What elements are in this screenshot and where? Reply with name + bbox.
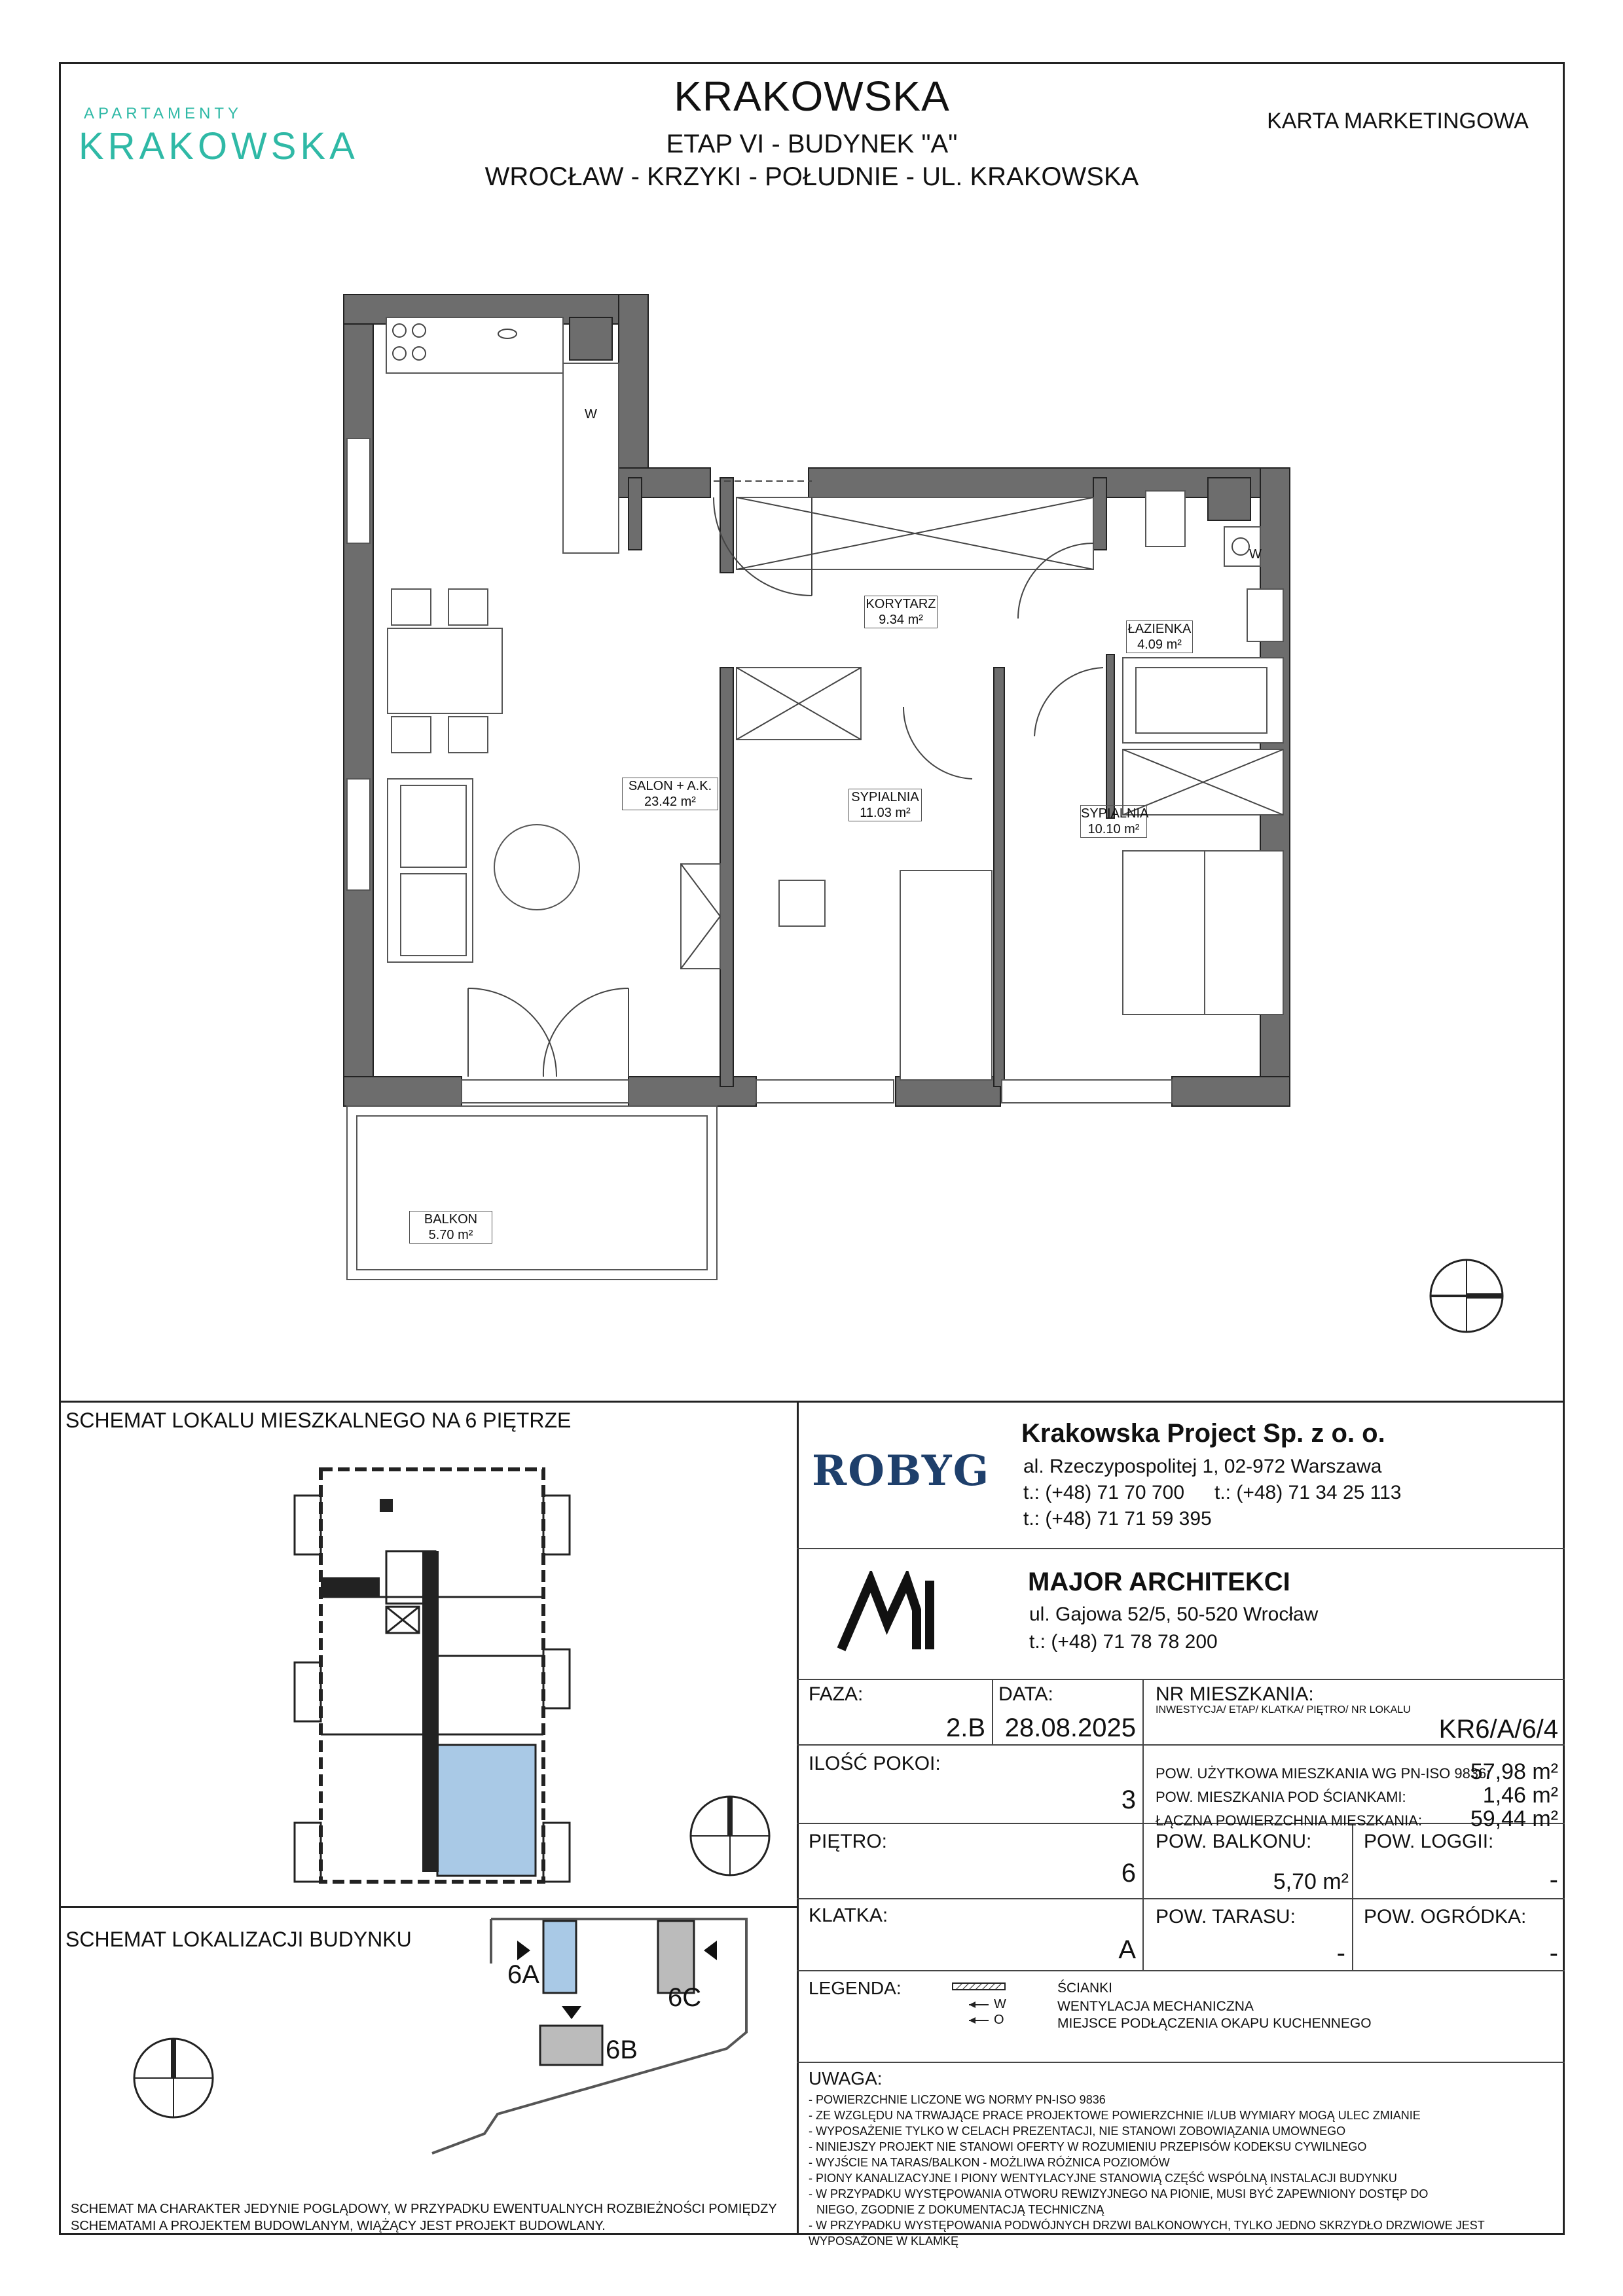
- uwaga-line: - POWIERZCHNIE LICZONE WG NORMY PN-ISO 9836: [809, 2093, 1106, 2106]
- pokoje-value: 3: [1121, 1785, 1136, 1814]
- room-lazienka-name: ŁAZIENKA: [1127, 622, 1192, 636]
- room-sypialnia-1-area: 11.03 m²: [860, 806, 911, 820]
- room-sypialnia-1-name: SYPIALNIA: [851, 790, 919, 804]
- uwaga-line: - W PRZYPADKU WYSTĘPOWANIA OTWORU REWIZYJNEGO NA PIONIE, MUSI BYĆ ZAPEWNIONY DOSTĘP DO: [809, 2187, 1429, 2200]
- uwaga-line: - PIONY KANALIZACYJNE I PIONY WENTYLACYJNE STANOWIĄ CZĘŚĆ WSPÓLNĄ INSTALACJI BUDYNKU: [809, 2172, 1397, 2185]
- room-salon-area: 23.42 m²: [644, 795, 696, 809]
- room-sypialnia-2-name: SYPIALNIA: [1081, 806, 1149, 821]
- room-balkon-name: BALKON: [424, 1212, 478, 1227]
- room-balkon: [409, 1211, 492, 1244]
- compass-location-icon: [131, 2036, 216, 2121]
- legenda-sym-w: W: [994, 1997, 1006, 2011]
- data-value: 28.08.2025: [1004, 1713, 1136, 1742]
- page-title: KRAKOWSKA: [674, 73, 950, 120]
- schemat-budynek-title: SCHEMAT LOKALIZACJI BUDYNKU: [65, 1928, 412, 1951]
- pietro-value: 6: [1121, 1859, 1136, 1888]
- balkon-label: POW. BALKONU:: [1156, 1831, 1312, 1852]
- uwaga-notes: [809, 2092, 1555, 2249]
- pow2-value: 1,46 m²: [1482, 1783, 1558, 1808]
- brand-logo-small: APARTAMENTY: [84, 105, 243, 122]
- room-salon: [622, 778, 718, 810]
- ogrodek-value: -: [1549, 1939, 1558, 1967]
- faza-value: 2.B: [945, 1713, 985, 1742]
- major-architekci-logo: [835, 1571, 946, 1656]
- loggia-value: -: [1549, 1865, 1558, 1894]
- legenda-item-okap: MIEJSCE PODŁĄCZENIA OKAPU KUCHENNEGO: [1057, 2016, 1372, 2031]
- floor-plan: [327, 281, 1309, 1296]
- uwaga-line: - WYPOSAŻENIE TYLKO W CELACH PREZENTACJI, NIE STANOWI ZOBOWIĄZANIA UMOWNEGO: [809, 2125, 1346, 2138]
- schemat-budynek-diagram: [419, 1911, 759, 2173]
- building-label-6b: 6B: [606, 2036, 638, 2064]
- loggia-label: POW. LOGGII:: [1364, 1831, 1494, 1852]
- legenda-symbols: [949, 1980, 1028, 2032]
- room-salon-name: SALON + A.K.: [628, 779, 712, 793]
- balkon-value: 5,70 m²: [1273, 1869, 1349, 1894]
- architect-name: MAJOR ARCHITEKCI: [1028, 1568, 1290, 1596]
- room-lazienka-area: 4.09 m²: [1137, 637, 1182, 652]
- brand-logo: [79, 105, 359, 183]
- room-korytarz-area: 9.34 m²: [879, 613, 923, 627]
- uwaga-label: UWAGA:: [809, 2068, 883, 2089]
- vent-mark-bath: W: [1249, 547, 1262, 562]
- compass-small-icon: [687, 1793, 773, 1878]
- building-label-6c: 6C: [668, 1983, 702, 2012]
- pow3-value: 59,44 m²: [1470, 1806, 1558, 1831]
- pietro-label: PIĘTRO:: [809, 1831, 888, 1852]
- room-sypialnia-2: [1080, 805, 1147, 838]
- card-label: KARTA MARKETINGOWA: [1267, 109, 1529, 134]
- legenda-sym-o: O: [994, 2013, 1004, 2027]
- uwaga-line: WYPOSAŻONE W KLAMKĘ: [809, 2234, 959, 2248]
- data-label: DATA:: [998, 1683, 1053, 1705]
- vent-mark-kitchen: W: [585, 407, 597, 422]
- klatka-value: A: [1118, 1935, 1136, 1964]
- taras-value: -: [1336, 1939, 1345, 1967]
- legenda-item-scianki: ŚCIANKI: [1057, 1981, 1113, 1996]
- pow1-label: POW. UŻYTKOWA MIESZKANIA WG PN-ISO 9836:: [1156, 1765, 1491, 1782]
- legenda-item-wentylacja: WENTYLACJA MECHANICZNA: [1057, 1999, 1254, 2014]
- page-subtitle-2: WROCŁAW - KRZYKI - POŁUDNIE - UL. KRAKOWSKA: [484, 162, 1139, 191]
- room-korytarz: [864, 596, 938, 628]
- schemat-disclaimer: SCHEMAT MA CHARAKTER JEDYNIE POGLĄDOWY, W PRZYPADKU EWENTUALNYCH ROZBIEŻNOŚCI POMIĘDZY SCHEMATAMI A PROJEKTEM BUDOWLANYM, WIĄŻĄCY JEST PROJEKT BUDOWLANY.: [71, 2202, 777, 2233]
- room-korytarz-name: KORYTARZ: [866, 597, 936, 611]
- faza-label: FAZA:: [809, 1683, 864, 1705]
- developer-phone-3: t.: (+48) 71 71 59 395: [1023, 1508, 1212, 1530]
- pow2-label: POW. MIESZKANIA POD ŚCIANKAMI:: [1156, 1789, 1406, 1805]
- uwaga-line: - ZE WZGLĘDU NA TRWAJĄCE PRACE PROJEKTOWE POWIERZCHNIE I/LUB WYMIARY MOGĄ ULEC ZMIANIE: [809, 2109, 1421, 2122]
- developer-name: Krakowska Project Sp. z o. o.: [1021, 1419, 1385, 1448]
- nr-value: KR6/A/6/4: [1438, 1715, 1558, 1744]
- pow1-value: 57,98 m²: [1470, 1759, 1558, 1784]
- developer-phone-2: t.: (+48) 71 34 25 113: [1214, 1482, 1402, 1503]
- architect-address: ul. Gajowa 52/5, 50-520 Wrocław: [1029, 1604, 1319, 1625]
- robyg-logo: ROBYG: [812, 1446, 991, 1496]
- architect-phone: t.: (+48) 71 78 78 200: [1029, 1631, 1218, 1653]
- page-subtitle-1: ETAP VI - BUDYNEK "A": [666, 130, 958, 158]
- pokoje-label: ILOŚĆ POKOI:: [809, 1753, 941, 1774]
- uwaga-line: NIEGO, ZGODNIE Z DOKUMENTACJĄ TECHNICZNĄ: [816, 2203, 1104, 2216]
- klatka-label: KLATKA:: [809, 1905, 888, 1926]
- uwaga-line: - NINIEJSZY PROJEKT NIE STANOWI OFERTY W ROZUMIENIU PRZEPISÓW KODEKSU CYWILNEGO: [809, 2140, 1367, 2153]
- room-balkon-area: 5.70 m²: [428, 1228, 473, 1242]
- pow3-label: ŁĄCZNA POWIERZCHNIA MIESZKANIA:: [1156, 1812, 1423, 1829]
- taras-label: POW. TARASU:: [1156, 1906, 1296, 1928]
- schemat-pietro-title: SCHEMAT LOKALU MIESZKALNEGO NA 6 PIĘTRZE: [65, 1408, 572, 1432]
- uwaga-line: - WYJŚCIE NA TARAS/BALKON - MOŻLIWA RÓŻNICA POZIOMÓW: [809, 2156, 1170, 2169]
- developer-address: al. Rzeczypospolitej 1, 02-972 Warszawa: [1023, 1456, 1382, 1477]
- room-sypialnia-1: [848, 789, 922, 821]
- room-lazienka: [1126, 620, 1193, 653]
- brand-logo-big: KRAKOWSKA: [79, 125, 359, 168]
- room-sypialnia-2-area: 10.10 m²: [1087, 822, 1140, 836]
- developer-phone-1: t.: (+48) 71 70 700: [1023, 1482, 1185, 1503]
- legenda-label: LEGENDA:: [809, 1978, 902, 1998]
- nr-sublabel: INWESTYCJA/ ETAP/ KLATKA/ PIĘTRO/ NR LOKALU: [1156, 1704, 1411, 1715]
- ogrodek-label: POW. OGRÓDKA:: [1364, 1906, 1527, 1928]
- building-label-6a: 6A: [507, 1960, 539, 1989]
- schemat-pietro-diagram: [288, 1460, 576, 1892]
- uwaga-line: - W PRZYPADKU WYSTĘPOWANIA PODWÓJNYCH DRZWI BALKONOWYCH, TYLKO JEDNO SKRZYDŁO DRZWIOWE JEST: [809, 2219, 1485, 2232]
- nr-label: NR MIESZKANIA:: [1156, 1683, 1314, 1705]
- compass-icon: [1427, 1257, 1506, 1335]
